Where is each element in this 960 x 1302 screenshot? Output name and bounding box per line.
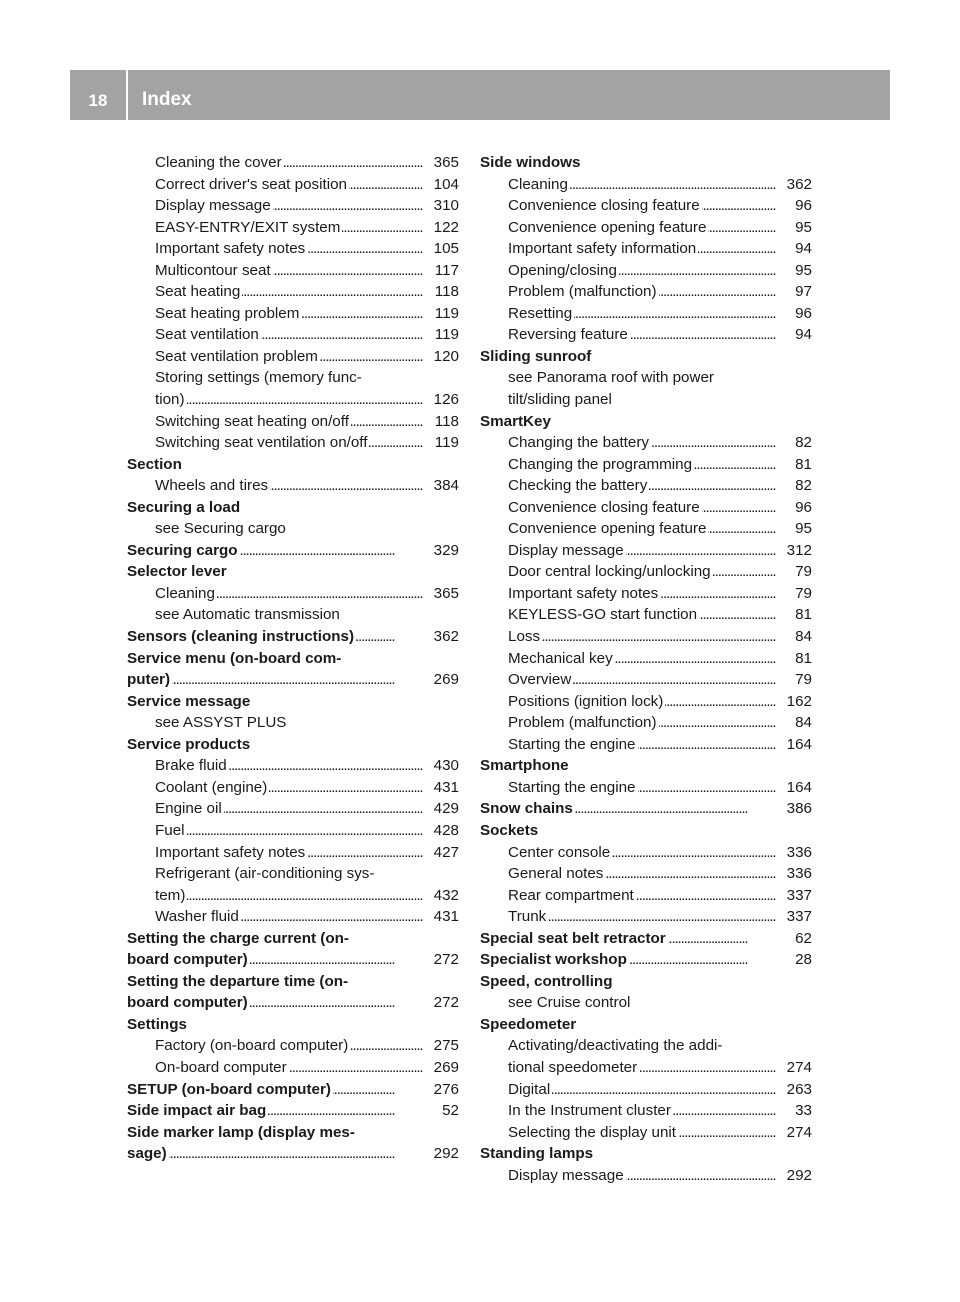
entry-text: see Automatic transmission [155, 606, 340, 624]
index-heading [127, 1143, 459, 1165]
entry-text: Problem (malfunction) [508, 283, 657, 301]
entry-text: Side marker lamp (display mes- [127, 1123, 355, 1141]
index-subentry [480, 583, 812, 605]
entry-text: Display message [508, 541, 624, 559]
index-subentry [480, 1165, 812, 1187]
index-subentry [480, 540, 812, 562]
page-title: Index [142, 89, 192, 110]
index-subentry [127, 777, 459, 799]
page-reference: 337 [782, 906, 812, 928]
entry-text: Convenience closing feature [508, 197, 700, 215]
page-reference: 118 [430, 281, 459, 303]
page-reference: 432 [429, 885, 459, 907]
entry-text: SmartKey [480, 412, 551, 430]
index-subentry [480, 389, 812, 411]
page-reference: 126 [429, 389, 459, 411]
entry-text: see Securing cargo [155, 520, 286, 538]
entry-text: KEYLESS-GO start function [508, 606, 698, 624]
index-subentry [480, 648, 812, 670]
entry-text: Seat heating problem [155, 304, 300, 322]
index-subentry [127, 798, 459, 820]
index-subentry [480, 195, 812, 217]
entry-text: Checking the battery [508, 477, 648, 495]
entry-text: Seat ventilation problem [155, 347, 318, 365]
page-reference: 429 [429, 798, 459, 820]
index-heading [127, 1100, 459, 1122]
page-reference: 84 [790, 712, 812, 734]
entry-text: Switching seat heating on/off [155, 412, 349, 430]
index-subentry [480, 454, 812, 476]
entry-text: Section [127, 455, 182, 473]
page-reference: 162 [782, 691, 812, 713]
index-subentry [127, 432, 459, 454]
index-column-right [480, 152, 812, 1186]
entry-text: Cleaning the cover [155, 154, 282, 171]
index-subentry [127, 217, 459, 239]
index-subentry [127, 303, 459, 325]
page-reference: 336 [782, 863, 812, 885]
entry-text: see Panorama roof with power [508, 369, 714, 387]
page-reference: 79 [790, 561, 812, 583]
entry-text: Special seat belt retractor [480, 929, 666, 947]
index-subentry [127, 475, 459, 497]
index-subentry [480, 1057, 812, 1079]
entry-text: Starting the engine [508, 735, 636, 753]
page-reference: 105 [429, 238, 459, 260]
entry-text: tilt/sliding panel [508, 391, 612, 409]
entry-text: On-board computer [155, 1058, 287, 1076]
entry-text: see ASSYST PLUS [155, 714, 287, 732]
page-number: 18 [88, 91, 108, 110]
index-subentry [127, 863, 459, 885]
page-reference: 272 [429, 992, 459, 1014]
page-reference: 119 [430, 303, 459, 325]
entry-text: Specialist workshop [480, 951, 627, 969]
entry-text: EASY-ENTRY/EXIT system [155, 218, 341, 236]
entry-text: Sliding sunroof [480, 347, 592, 365]
index-subentry [127, 712, 459, 734]
entry-text: Sockets [480, 821, 539, 839]
entry-text: Changing the battery [508, 434, 650, 452]
entry-text: Smartphone [480, 757, 569, 775]
page-reference: 276 [429, 1079, 459, 1101]
entry-text: Brake fluid [155, 757, 227, 775]
entry-text: Important safety notes [155, 843, 306, 861]
index-subentry [480, 885, 812, 907]
entry-text: Factory (on-board computer) [155, 1037, 349, 1055]
entry-text: Service message [127, 692, 251, 710]
page-reference: 431 [429, 906, 459, 928]
index-heading [127, 734, 459, 756]
entry-text: Convenience closing feature [508, 498, 700, 516]
index-column-left [127, 152, 459, 1165]
entry-text: Digital [508, 1080, 551, 1098]
page-reference: 122 [429, 217, 459, 239]
index-subentry [480, 561, 812, 583]
entry-text: Resetting [508, 304, 573, 322]
index-subentry [480, 475, 812, 497]
page-reference: 119 [430, 324, 459, 346]
entry-text: SETUP (on-board computer) [127, 1080, 331, 1098]
page-reference: 82 [790, 432, 812, 454]
entry-text: Correct driver's seat position [155, 175, 347, 193]
page-reference: 81 [790, 604, 812, 626]
index-subentry [480, 324, 812, 346]
page-reference: 269 [429, 1057, 459, 1079]
entry-text: Coolant (engine) [155, 778, 268, 796]
page-reference: 292 [782, 1165, 812, 1187]
page-reference: 117 [430, 260, 459, 282]
entry-text: Convenience opening feature [508, 218, 707, 236]
index-subentry [127, 842, 459, 864]
page-reference: 337 [782, 885, 812, 907]
index-subentry [127, 1057, 459, 1079]
index-heading [127, 561, 459, 583]
index-heading [127, 540, 459, 562]
page-reference: 84 [790, 626, 812, 648]
index-heading [480, 820, 812, 842]
page-reference: 365 [429, 152, 459, 174]
index-subentry [480, 367, 812, 389]
page-reference: 272 [429, 949, 459, 971]
index-subentry [480, 691, 812, 713]
index-heading [480, 928, 812, 950]
page-reference: 365 [429, 583, 459, 605]
entry-text: Door central locking/unlocking [508, 563, 711, 581]
index-subentry [480, 1122, 812, 1144]
index-subentry [480, 518, 812, 540]
entry-text: Convenience opening feature [508, 520, 707, 538]
index-subentry [480, 992, 812, 1014]
index-subentry [127, 152, 459, 174]
page-reference: 81 [790, 454, 812, 476]
index-heading [127, 626, 459, 648]
index-heading [127, 1079, 459, 1101]
index-heading [480, 152, 812, 174]
entry-text: Loss [508, 628, 541, 646]
page-reference: 164 [782, 734, 812, 756]
index-subentry [127, 906, 459, 928]
entry-text: Rear compartment [508, 886, 634, 904]
entry-text: Storing settings (memory func- [155, 369, 362, 387]
index-subentry [127, 260, 459, 282]
page-reference: 430 [429, 755, 459, 777]
index-subentry [480, 906, 812, 928]
index-subentry [127, 346, 459, 368]
index-heading [480, 1014, 812, 1036]
page-reference: 95 [790, 260, 812, 282]
header-divider [126, 70, 128, 120]
index-heading [127, 691, 459, 713]
index-subentry [480, 1079, 812, 1101]
entry-text: Overview [508, 671, 572, 689]
page-reference: 28 [790, 949, 812, 971]
page-reference: 269 [429, 669, 459, 691]
entry-text: Fuel [155, 821, 185, 839]
index-heading [480, 755, 812, 777]
entry-text: Securing cargo [127, 541, 238, 559]
entry-text: Securing a load [127, 498, 241, 516]
page-reference: 96 [790, 303, 812, 325]
entry-text: Multicontour seat [155, 261, 271, 279]
entry-text: tional speedometer [508, 1058, 638, 1076]
index-subentry [480, 497, 812, 519]
entry-text: Speed, controlling [480, 972, 613, 990]
entry-text: Refrigerant (air-conditioning sys- [155, 865, 375, 883]
index-subentry [127, 518, 459, 540]
index-subentry [480, 303, 812, 325]
index-subentry [480, 626, 812, 648]
entry-text: Display message [155, 197, 271, 215]
page-reference: 96 [790, 195, 812, 217]
index-heading [127, 454, 459, 476]
entry-text: Setting the departure time (on- [127, 972, 349, 990]
index-subentry [480, 863, 812, 885]
entry-text: Selector lever [127, 563, 227, 581]
entry-text: Reversing feature [508, 326, 628, 344]
entry-text: Wheels and tires [155, 477, 269, 495]
page-reference: 292 [429, 1143, 459, 1165]
index-subentry [480, 842, 812, 864]
entry-text: Positions (ignition lock) [508, 692, 664, 710]
index-subentry [127, 389, 459, 411]
index-subentry [480, 281, 812, 303]
index-heading [127, 928, 459, 950]
entry-text: In the Instrument cluster [508, 1102, 671, 1120]
index-subentry [127, 281, 459, 303]
entry-text: board computer) [127, 951, 248, 969]
entry-text: General notes [508, 865, 604, 883]
index-subentry [127, 583, 459, 605]
index-subentry [480, 777, 812, 799]
page-reference: 81 [790, 648, 812, 670]
entry-text: Mechanical key [508, 649, 613, 667]
index-subentry [480, 260, 812, 282]
page-reference: 427 [429, 842, 459, 864]
page-reference: 97 [790, 281, 812, 303]
entry-text: Engine oil [155, 800, 222, 818]
page-reference: 104 [429, 174, 459, 196]
page-reference: 94 [790, 238, 812, 260]
page-reference: 52 [437, 1100, 459, 1122]
entry-text: Washer fluid [155, 908, 239, 926]
entry-text: sage) [127, 1145, 167, 1163]
page-reference: 386 [782, 798, 812, 820]
page-reference: 96 [790, 497, 812, 519]
entry-text: Opening/closing [508, 261, 617, 279]
entry-text: tion) [155, 391, 185, 409]
entry-text: Service menu (on-board com- [127, 649, 342, 667]
page-reference: 118 [430, 411, 459, 433]
entry-text: Changing the programming [508, 455, 693, 473]
entry-text: Service products [127, 735, 251, 753]
index-subentry [480, 734, 812, 756]
index-heading [127, 1122, 459, 1144]
index-heading [480, 1143, 812, 1165]
index-subentry [127, 367, 459, 389]
index-subentry [127, 885, 459, 907]
index-subentry [480, 238, 812, 260]
page-reference: 33 [790, 1100, 812, 1122]
index-heading [480, 949, 812, 971]
page-reference: 362 [782, 174, 812, 196]
entry-text: Cleaning [155, 584, 215, 602]
entry-text: Important safety notes [508, 584, 659, 602]
page-reference: 119 [430, 432, 459, 454]
entry-text: Important safety information [508, 240, 697, 258]
index-subentry [480, 1035, 812, 1057]
index-subentry [480, 712, 812, 734]
page-reference: 120 [429, 346, 459, 368]
entry-text: Seat heating [155, 283, 241, 301]
entry-text: Activating/deactivating the addi- [508, 1037, 723, 1055]
entry-text: Important safety notes [155, 240, 306, 258]
page-reference: 274 [782, 1122, 812, 1144]
index-heading [127, 992, 459, 1014]
entry-text: Speedometer [480, 1015, 577, 1033]
entry-text: Cleaning [508, 175, 568, 193]
index-heading [127, 971, 459, 993]
index-subentry [127, 604, 459, 626]
index-subentry [480, 604, 812, 626]
page-reference: 312 [782, 540, 812, 562]
page-reference: 384 [429, 475, 459, 497]
index-subentry [127, 820, 459, 842]
page-reference: 431 [429, 777, 459, 799]
entry-text: tem) [155, 886, 186, 904]
entry-text: Side impact air bag [127, 1102, 267, 1120]
page-reference: 95 [790, 518, 812, 540]
page-reference: 362 [429, 626, 459, 648]
entry-text: Snow chains [480, 800, 573, 818]
index-subentry [127, 411, 459, 433]
index-subentry [480, 217, 812, 239]
index-heading [480, 971, 812, 993]
page-reference: 79 [790, 583, 812, 605]
index-subentry [480, 1100, 812, 1122]
page-reference: 62 [790, 928, 812, 950]
index-subentry [127, 238, 459, 260]
page-reference: 275 [429, 1035, 459, 1057]
entry-text: Display message [508, 1166, 624, 1184]
entry-text: Starting the engine [508, 778, 636, 796]
entry-text: Sensors (cleaning instructions) [127, 628, 355, 646]
entry-text: Switching seat ventilation on/off [155, 434, 368, 452]
page-reference: 310 [429, 195, 459, 217]
entry-text: Settings [127, 1015, 187, 1033]
entry-text: Seat ventilation [155, 326, 259, 344]
entry-text: see Cruise control [508, 994, 631, 1012]
entry-text: Trunk [508, 908, 547, 926]
index-subentry [480, 174, 812, 196]
entry-text: Center console [508, 843, 611, 861]
index-heading [127, 669, 459, 691]
index-heading [480, 798, 812, 820]
entry-text: Standing lamps [480, 1145, 594, 1163]
index-heading [127, 949, 459, 971]
entry-text: puter) [127, 671, 171, 689]
entry-text: Selecting the display unit [508, 1123, 677, 1141]
entry-text: Side windows [480, 154, 581, 171]
page-reference: 336 [782, 842, 812, 864]
index-heading [480, 346, 812, 368]
page-reference: 95 [790, 217, 812, 239]
page-reference: 274 [782, 1057, 812, 1079]
index-heading [127, 648, 459, 670]
index-subentry [127, 174, 459, 196]
page-reference: 94 [790, 324, 812, 346]
page-reference: 82 [790, 475, 812, 497]
index-subentry [480, 432, 812, 454]
index-subentry [127, 195, 459, 217]
entry-text: Setting the charge current (on- [127, 929, 349, 947]
entry-text: board computer) [127, 994, 248, 1012]
page-header [70, 70, 890, 120]
page-reference: 263 [782, 1079, 812, 1101]
page-reference: 79 [790, 669, 812, 691]
entry-text: Problem (malfunction) [508, 714, 657, 732]
index-subentry [480, 669, 812, 691]
index-subentry [127, 1035, 459, 1057]
page-reference: 164 [782, 777, 812, 799]
page-reference: 329 [429, 540, 459, 562]
index-subentry [127, 324, 459, 346]
index-subentry [127, 755, 459, 777]
index-heading [480, 411, 812, 433]
page-reference: 428 [429, 820, 459, 842]
index-heading [127, 497, 459, 519]
index-heading [127, 1014, 459, 1036]
